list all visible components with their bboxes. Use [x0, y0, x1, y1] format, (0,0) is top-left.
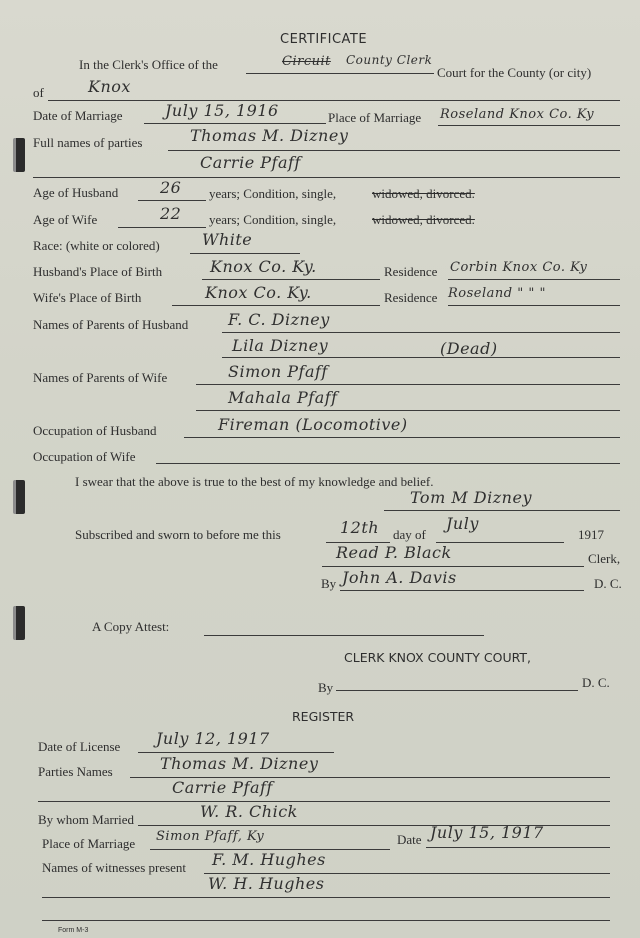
- signature-line: [384, 510, 620, 511]
- occupation-wife-label: Occupation of Wife: [33, 449, 136, 464]
- register-date-value: July 15, 1917: [430, 823, 544, 842]
- date-of-marriage-line: [144, 123, 326, 124]
- husband-birth-value: Knox Co. Ky.: [210, 257, 317, 276]
- parents-wife-label: Names of Parents of Wife: [33, 370, 168, 385]
- by-label-2: By: [318, 680, 334, 695]
- sworn-day-value: 12th: [340, 518, 380, 537]
- binder-hole-bottom: [13, 606, 25, 640]
- parent-h1-line: [222, 332, 620, 333]
- court-name-struck: Circuit: [282, 54, 331, 69]
- dc-label-2: D. C.: [582, 675, 610, 690]
- race-label: Race: (white or colored): [33, 238, 160, 253]
- oath-text: I swear that the above is true to the best of my knowledge and belief.: [75, 474, 434, 489]
- county-line: [48, 100, 620, 101]
- parent-h2-line: [222, 357, 620, 358]
- party2-value: Carrie Pfaff: [200, 153, 301, 172]
- court-name-written: County Clerk: [346, 53, 433, 67]
- husband-signature: Tom M Dizney: [410, 488, 532, 507]
- clerk-office-label: In the Clerk's Office of the: [79, 57, 218, 72]
- register-date-label: Date: [397, 832, 422, 847]
- husband-birth-label: Husband's Place of Birth: [33, 264, 163, 279]
- husband-residence-value: Corbin Knox Co. Ky: [450, 260, 588, 275]
- sworn-month-value: July: [446, 514, 479, 533]
- license-date-line: [138, 752, 334, 753]
- place-of-marriage-label: Place of Marriage: [328, 110, 422, 125]
- deputy-signature-line: [340, 590, 584, 591]
- wife-residence-line: [448, 305, 620, 306]
- by-label: By: [321, 576, 337, 591]
- copy-attest-line: [204, 635, 484, 636]
- clerk-label: Clerk,: [588, 551, 621, 566]
- age-wife-value: 22: [160, 204, 182, 223]
- wife-birth-line: [172, 305, 380, 306]
- register-title: REGISTER: [292, 709, 355, 724]
- parent-w1-line: [196, 384, 620, 385]
- witness2-line: [42, 897, 610, 898]
- witness1-value: F. M. Hughes: [212, 850, 326, 869]
- date-of-marriage-label: Date of Marriage: [33, 108, 123, 123]
- married-by-label: By whom Married: [38, 812, 135, 827]
- age-husband-label: Age of Husband: [33, 185, 119, 200]
- binder-hole-middle: [13, 480, 25, 514]
- race-value: White: [202, 230, 253, 249]
- wife-residence-label: Residence: [384, 290, 438, 305]
- license-date-value: July 12, 1917: [156, 729, 270, 748]
- occupation-wife-line: [156, 463, 620, 464]
- married-by-value: W. R. Chick: [200, 802, 298, 821]
- of-label: of: [33, 85, 44, 100]
- age-wife-line: [118, 227, 206, 228]
- clerk-signature: Read P. Black: [336, 543, 452, 562]
- date-of-marriage-value: July 15, 1916: [165, 101, 279, 120]
- form-id: Form M-3: [58, 927, 89, 934]
- register-place-label: Place of Marriage: [42, 836, 136, 851]
- husband-residence-label: Residence: [384, 264, 438, 279]
- register-date-line: [426, 847, 610, 848]
- sworn-year: 1917: [578, 527, 604, 542]
- witness3-line: [42, 920, 610, 921]
- clerk-knox-county-court: CLERK KNOX COUNTY COURT,: [344, 650, 531, 665]
- wife-birth-label: Wife's Place of Birth: [33, 290, 142, 305]
- party1-line: [168, 150, 620, 151]
- copy-attest-label: A Copy Attest:: [92, 619, 170, 634]
- parent-w2-line: [196, 410, 620, 411]
- certificate-title: CERTIFICATE: [280, 32, 368, 47]
- register-parties-label: Parties Names: [38, 764, 113, 779]
- witnesses-label: Names of witnesses present: [42, 860, 187, 875]
- sworn-month-line: [436, 542, 564, 543]
- parent-h1-value: F. C. Dizney: [228, 310, 330, 329]
- license-date-label: Date of License: [38, 739, 121, 754]
- place-of-marriage-line: [438, 125, 620, 126]
- parent-w2-value: Mahala Pfaff: [228, 388, 338, 407]
- dc-label: D. C.: [594, 576, 622, 591]
- county-value: Knox: [88, 77, 131, 96]
- age-husband-line: [138, 200, 206, 201]
- register-party2-line: [38, 801, 610, 802]
- parent-h2-value: Lila Dizney: [232, 336, 329, 355]
- clerk-signature-line: [322, 566, 584, 567]
- binder-hole-top: [13, 138, 25, 172]
- occupation-husband-line: [184, 437, 620, 438]
- age-husband-value: 26: [160, 178, 182, 197]
- party1-value: Thomas M. Dizney: [190, 126, 349, 145]
- age-wife-widowed: widowed, divorced.: [372, 212, 475, 227]
- occupation-husband-label: Occupation of Husband: [33, 423, 157, 438]
- parent-w1-value: Simon Pfaff: [228, 362, 328, 381]
- wife-residence-value: Roseland " " ": [448, 286, 546, 301]
- deputy-signature: John A. Davis: [342, 568, 457, 587]
- court-county-label: Court for the County (or city): [437, 65, 592, 80]
- subscribed-label: Subscribed and sworn to before me this: [75, 527, 281, 542]
- husband-birth-line: [202, 279, 380, 280]
- parents-husband-label: Names of Parents of Husband: [33, 317, 189, 332]
- age-wife-label: Age of Wife: [33, 212, 98, 227]
- register-party1-value: Thomas M. Dizney: [160, 754, 319, 773]
- witness2-value: W. H. Hughes: [208, 874, 325, 893]
- occupation-husband-value: Fireman (Locomotive): [218, 415, 408, 434]
- day-of-label: day of: [393, 527, 426, 542]
- age-husband-widowed: widowed, divorced.: [372, 186, 475, 201]
- court-name-line: [246, 73, 434, 74]
- register-party2-value: Carrie Pfaff: [172, 778, 273, 797]
- age-husband-condition: years; Condition, single,: [209, 186, 337, 201]
- register-place-value: Simon Pfaff, Ky: [156, 829, 265, 844]
- wife-birth-value: Knox Co. Ky.: [205, 283, 312, 302]
- party2-line: [33, 177, 620, 178]
- race-line: [190, 253, 300, 254]
- full-names-label: Full names of parties: [33, 135, 143, 150]
- husband-residence-line: [448, 279, 620, 280]
- age-wife-condition: years; Condition, single,: [209, 212, 337, 227]
- parent-h2-note: (Dead): [440, 339, 498, 358]
- place-of-marriage-value: Roseland Knox Co. Ky: [440, 107, 595, 122]
- by-line-2: [336, 690, 578, 691]
